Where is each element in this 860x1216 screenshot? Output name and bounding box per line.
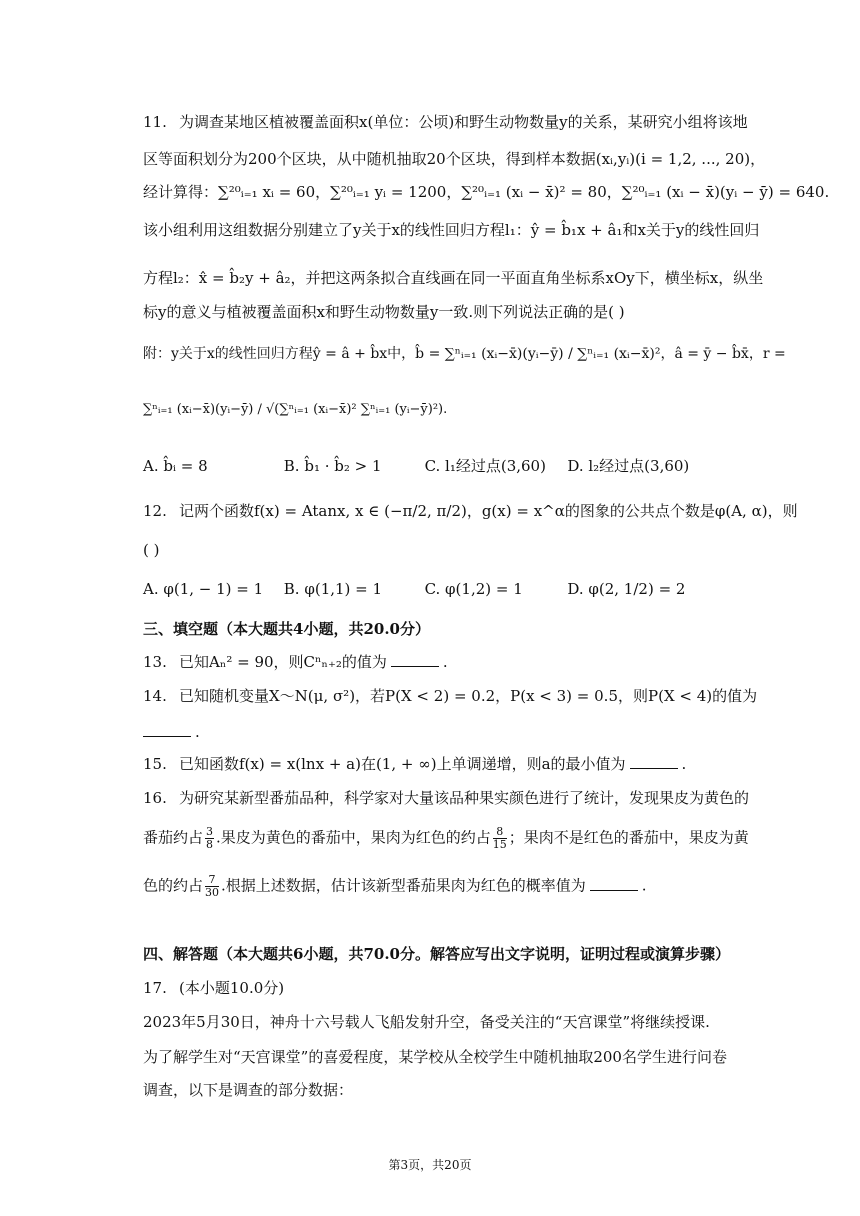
q16-text-2b: .果皮为黄色的番茄中，果肉为红色的约占 [216,828,491,847]
q14-answer-blank[interactable] [143,722,191,737]
frac-denominator: 30 [205,886,220,899]
q16-end: . [641,876,647,895]
q16-answer-blank[interactable] [590,876,638,891]
q14-end: . [195,723,200,741]
q12-number: 12. [143,502,167,520]
q11-line5: 方程l₂：x̂ = b̂₂y + â₂，并把这两条拟合直线画在同一平面直角坐标系xOy下，横坐标x，纵坐 [143,269,764,287]
q12-option-a[interactable]: A. φ(1, − 1) = 1 [143,580,264,598]
q12-options [143,579,685,599]
q16-text-3a: 色的约占 [143,876,204,895]
section-3-heading: 三、填空题（本大题共4小题，共20.0分） [143,620,430,638]
q11-line6: 标y的意义与植被覆盖面积x和野生动物数量y一致.则下列说法正确的是( ) [143,303,625,321]
q16-line2 [143,826,749,851]
page-footer: 第3页，共20页 [388,1158,472,1172]
q12-option-c[interactable]: C. φ(1,2) = 1 [424,580,523,598]
frac-numerator: 8 [493,826,507,839]
q16-text-1: 为研究某新型番茄品种，科学家对大量该品种果实颜色进行了统计，发现果皮为黄色的 [179,789,750,807]
q17-score: (本小题10.0分) [179,979,285,997]
q11-option-c[interactable]: C. l₁经过点(3,60) [424,457,546,475]
q15-text: 已知函数f(x) = x(lnx + a)在(1, + ∞)上单调递增，则a的最小值为 [179,755,626,773]
q17-header [143,978,284,998]
q16-line3 [143,874,647,899]
frac-denominator: 8 [206,838,214,851]
q15-answer-blank[interactable] [630,754,678,769]
q11-option-b[interactable]: B. b̂₁ · b̂₂ > 1 [283,457,382,475]
frac-numerator: 3 [206,825,214,838]
q11-options [143,456,689,476]
q13-end: . [442,653,448,671]
q12-text-1: 记两个函数f(x) = Atanx, x ∈ (−π/2, π/2)，g(x) = x^α的图象的公共点个数是φ(A, α)，则 [179,502,798,520]
q11-line3: 经计算得：∑²⁰ᵢ₌₁ xᵢ = 60，∑²⁰ᵢ₌₁ yᵢ = 1200，∑²⁰ᵢ₌₁ (xᵢ − x̄)² = 80，∑²⁰ᵢ₌₁ (xᵢ − x̄)(yᵢ − ȳ) = 640. [143,183,830,201]
q11-option-d[interactable]: D. l₂经过点(3,60) [567,457,690,475]
q12-option-d[interactable]: D. φ(2, 1/2) = 2 [567,580,686,598]
q13-number: 13. [143,653,167,671]
q17-number: 17. [143,979,167,997]
q12-option-b[interactable]: B. φ(1,1) = 1 [283,580,383,598]
section-4-heading: 四、解答题（本大题共6小题，共70.0分。解答应写出文字说明，证明过程或演算步骤） [143,945,730,963]
fraction-3-8 [205,826,214,851]
q16-text-3b: .根据上述数据，估计该新型番茄果肉为红色的概率值为 [221,876,586,895]
q12-line1 [143,501,798,521]
q11-number: 11. [143,113,167,131]
q11-line8: ∑ⁿᵢ₌₁ (xᵢ−x̄)(yᵢ−ȳ) / √(∑ⁿᵢ₌₁ (xᵢ−x̄)² ∑ⁿᵢ₌₁ (yᵢ−ȳ)²). [143,402,448,417]
q11-line2: 区等面积划分为200个区块，从中随机抽取20个区块，得到样本数据(xᵢ,yᵢ)(i = 1,2, ..., 20)， [143,150,766,168]
q16-text-2c: ；果肉不是红色的番茄中，果皮为黄 [508,828,749,847]
q14-text: 已知随机变量X～N(μ, σ²)，若P(X < 2) = 0.2，P(x < 3) = 0.5，则P(X < 4)的值为 [179,687,758,705]
q17-line2: 为了解学生对“天宫课堂”的喜爱程度，某学校从全校学生中随机抽取200名学生进行问卷 [143,1048,727,1066]
q15-end: . [681,755,687,773]
q14-line2 [143,722,200,742]
fraction-7-30 [205,874,219,899]
q16-number: 16. [143,789,167,807]
q13 [143,652,448,672]
q11-line7: 附：y关于x的线性回归方程ŷ = â + b̂x中，b̂ = ∑ⁿᵢ₌₁ (xᵢ−x̄)(yᵢ−ȳ) / ∑ⁿᵢ₌₁ (xᵢ−x̄)²，â = ȳ − b̂x̄，r = [143,346,786,362]
q14-number: 14. [143,687,167,705]
q12-line2: ( ) [143,541,160,559]
fraction-8-15 [493,826,507,851]
q15-number: 15. [143,755,167,773]
q11-text-1: 为调查某地区植被覆盖面积x(单位：公顷)和野生动物数量y的关系，某研究小组将该地 [179,113,748,131]
q14 [143,686,757,706]
q15 [143,754,686,774]
q11-line4: 该小组利用这组数据分别建立了y关于x的线性回归方程l₁：ŷ = b̂₁x + â₁和x关于y的线性回归 [143,221,760,239]
q16-line1 [143,788,749,808]
q13-text: 已知Aₙ² = 90，则Cⁿₙ₊₂的值为 [179,653,387,671]
q16-text-2a: 番茄约占 [143,828,204,847]
q17-line3: 调查，以下是调查的部分数据： [143,1081,354,1099]
frac-numerator: 7 [205,874,219,887]
frac-denominator: 15 [492,838,507,851]
q11-line1 [143,112,748,132]
q13-answer-blank[interactable] [391,652,439,667]
q11-option-a[interactable]: A. b̂ᵢ = 8 [143,457,208,475]
q17-line1: 2023年5月30日，神舟十六号载人飞船发射升空，备受关注的“天宫课堂”将继续授课. [143,1013,710,1031]
